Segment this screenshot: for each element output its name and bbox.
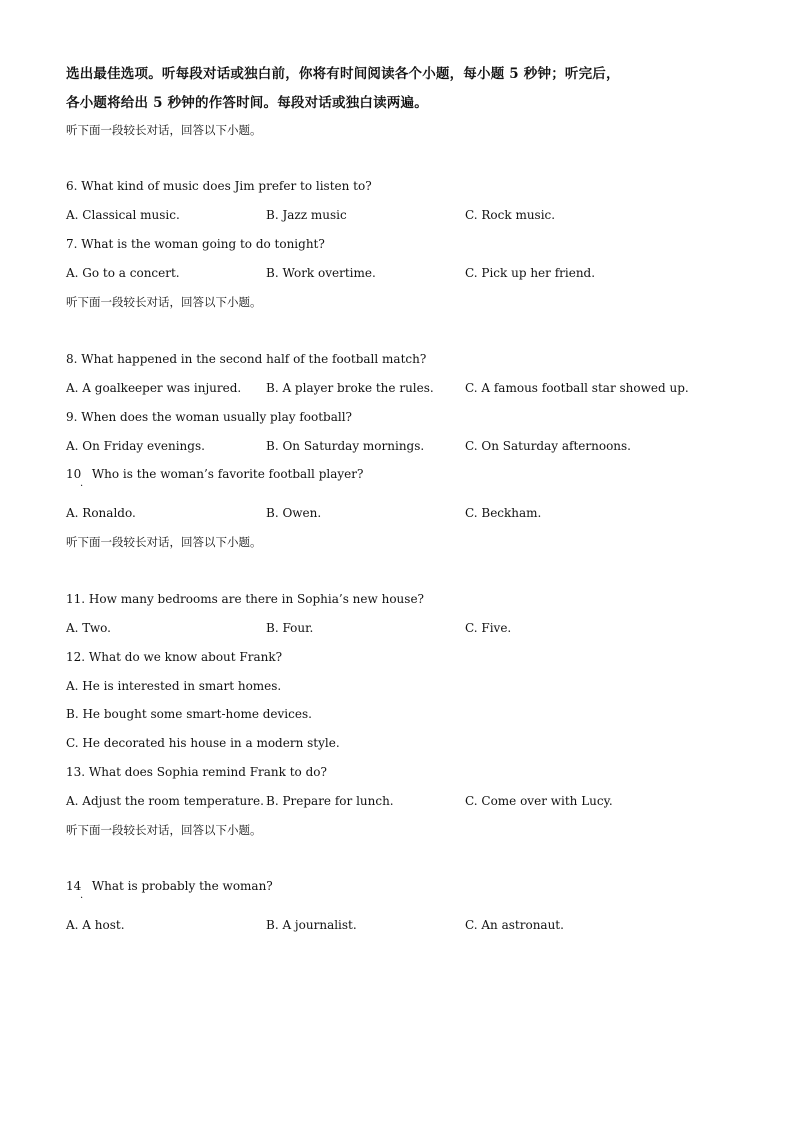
number-dot-mark: . bbox=[80, 478, 84, 489]
question-10 bbox=[66, 467, 363, 481]
section-heading: 听下面一段较长对话，回答以下小题。 bbox=[66, 123, 262, 137]
question-9 bbox=[66, 410, 352, 424]
option-a: A. A goalkeeper was injured. bbox=[66, 381, 242, 395]
number-dot-mark: . bbox=[80, 890, 84, 901]
option-c: C. Beckham. bbox=[465, 506, 542, 520]
option-b: B. Jazz music bbox=[266, 208, 347, 222]
question-number: 9. bbox=[66, 410, 78, 424]
option-c: C. A famous football star showed up. bbox=[465, 381, 689, 395]
option-b: B. A journalist. bbox=[266, 918, 357, 932]
intro-line-2: 各小题将给出 5 秒钟的作答时间。每段对话或独白读两遍。 bbox=[66, 95, 428, 111]
option-a: A. On Friday evenings. bbox=[66, 439, 205, 453]
option-c: C. Come over with Lucy. bbox=[465, 794, 613, 808]
option-b: B. Four. bbox=[266, 621, 314, 635]
question-number: 10 bbox=[66, 467, 82, 481]
question-11 bbox=[66, 592, 424, 606]
option-c: C. Five. bbox=[465, 621, 512, 635]
question-7 bbox=[66, 237, 325, 251]
option-b: B. On Saturday mornings. bbox=[266, 439, 425, 453]
question-12 bbox=[66, 650, 282, 664]
question-number: 13. bbox=[66, 765, 86, 779]
option-a: A. Classical music. bbox=[66, 208, 180, 222]
question-number: 14 bbox=[66, 879, 82, 893]
question-8 bbox=[66, 352, 426, 366]
option-a: A. Two. bbox=[66, 621, 111, 635]
question-13 bbox=[66, 765, 327, 779]
intro-line-1: 选出最佳选项。听每段对话或独白前，你将有时间阅读各个小题，每小题 5 秒钟；听完后， bbox=[66, 66, 620, 82]
question-text: What is probably the woman? bbox=[91, 879, 273, 893]
option-a: A. He is interested in smart homes. bbox=[66, 679, 282, 693]
question-text: What happened in the second half of the football match? bbox=[81, 352, 427, 366]
question-14 bbox=[66, 879, 273, 893]
section-heading: 听下面一段较长对话，回答以下小题。 bbox=[66, 535, 262, 549]
question-number: 6. bbox=[66, 179, 78, 193]
question-text: Who is the woman’s favorite football player? bbox=[91, 467, 364, 481]
option-a: A. A host. bbox=[66, 918, 125, 932]
option-c: C. On Saturday afternoons. bbox=[465, 439, 631, 453]
question-text: When does the woman usually play football? bbox=[81, 410, 352, 424]
option-b: B. He bought some smart-home devices. bbox=[66, 707, 312, 721]
option-b: B. Work overtime. bbox=[266, 266, 376, 280]
option-b: B. A player broke the rules. bbox=[266, 381, 434, 395]
option-a: A. Go to a concert. bbox=[66, 266, 180, 280]
option-c: C. Pick up her friend. bbox=[465, 266, 596, 280]
question-6 bbox=[66, 179, 372, 193]
question-text: What kind of music does Jim prefer to listen to? bbox=[81, 179, 372, 193]
question-number: 11. bbox=[66, 592, 86, 606]
question-text: What does Sophia remind Frank to do? bbox=[88, 765, 327, 779]
question-number: 8. bbox=[66, 352, 78, 366]
question-text: How many bedrooms are there in Sophia’s new house? bbox=[88, 592, 424, 606]
option-c: C. Rock music. bbox=[465, 208, 556, 222]
section-heading: 听下面一段较长对话，回答以下小题。 bbox=[66, 823, 262, 837]
question-text: What is the woman going to do tonight? bbox=[81, 237, 325, 251]
option-a: A. Adjust the room temperature. bbox=[66, 794, 264, 808]
question-number: 7. bbox=[66, 237, 78, 251]
option-c: C. He decorated his house in a modern style. bbox=[66, 736, 340, 750]
option-b: B. Prepare for lunch. bbox=[266, 794, 394, 808]
question-number: 12. bbox=[66, 650, 86, 664]
question-text: What do we know about Frank? bbox=[88, 650, 283, 664]
option-a: A. Ronaldo. bbox=[66, 506, 136, 520]
section-heading: 听下面一段较长对话，回答以下小题。 bbox=[66, 295, 262, 309]
option-c: C. An astronaut. bbox=[465, 918, 564, 932]
option-b: B. Owen. bbox=[266, 506, 322, 520]
